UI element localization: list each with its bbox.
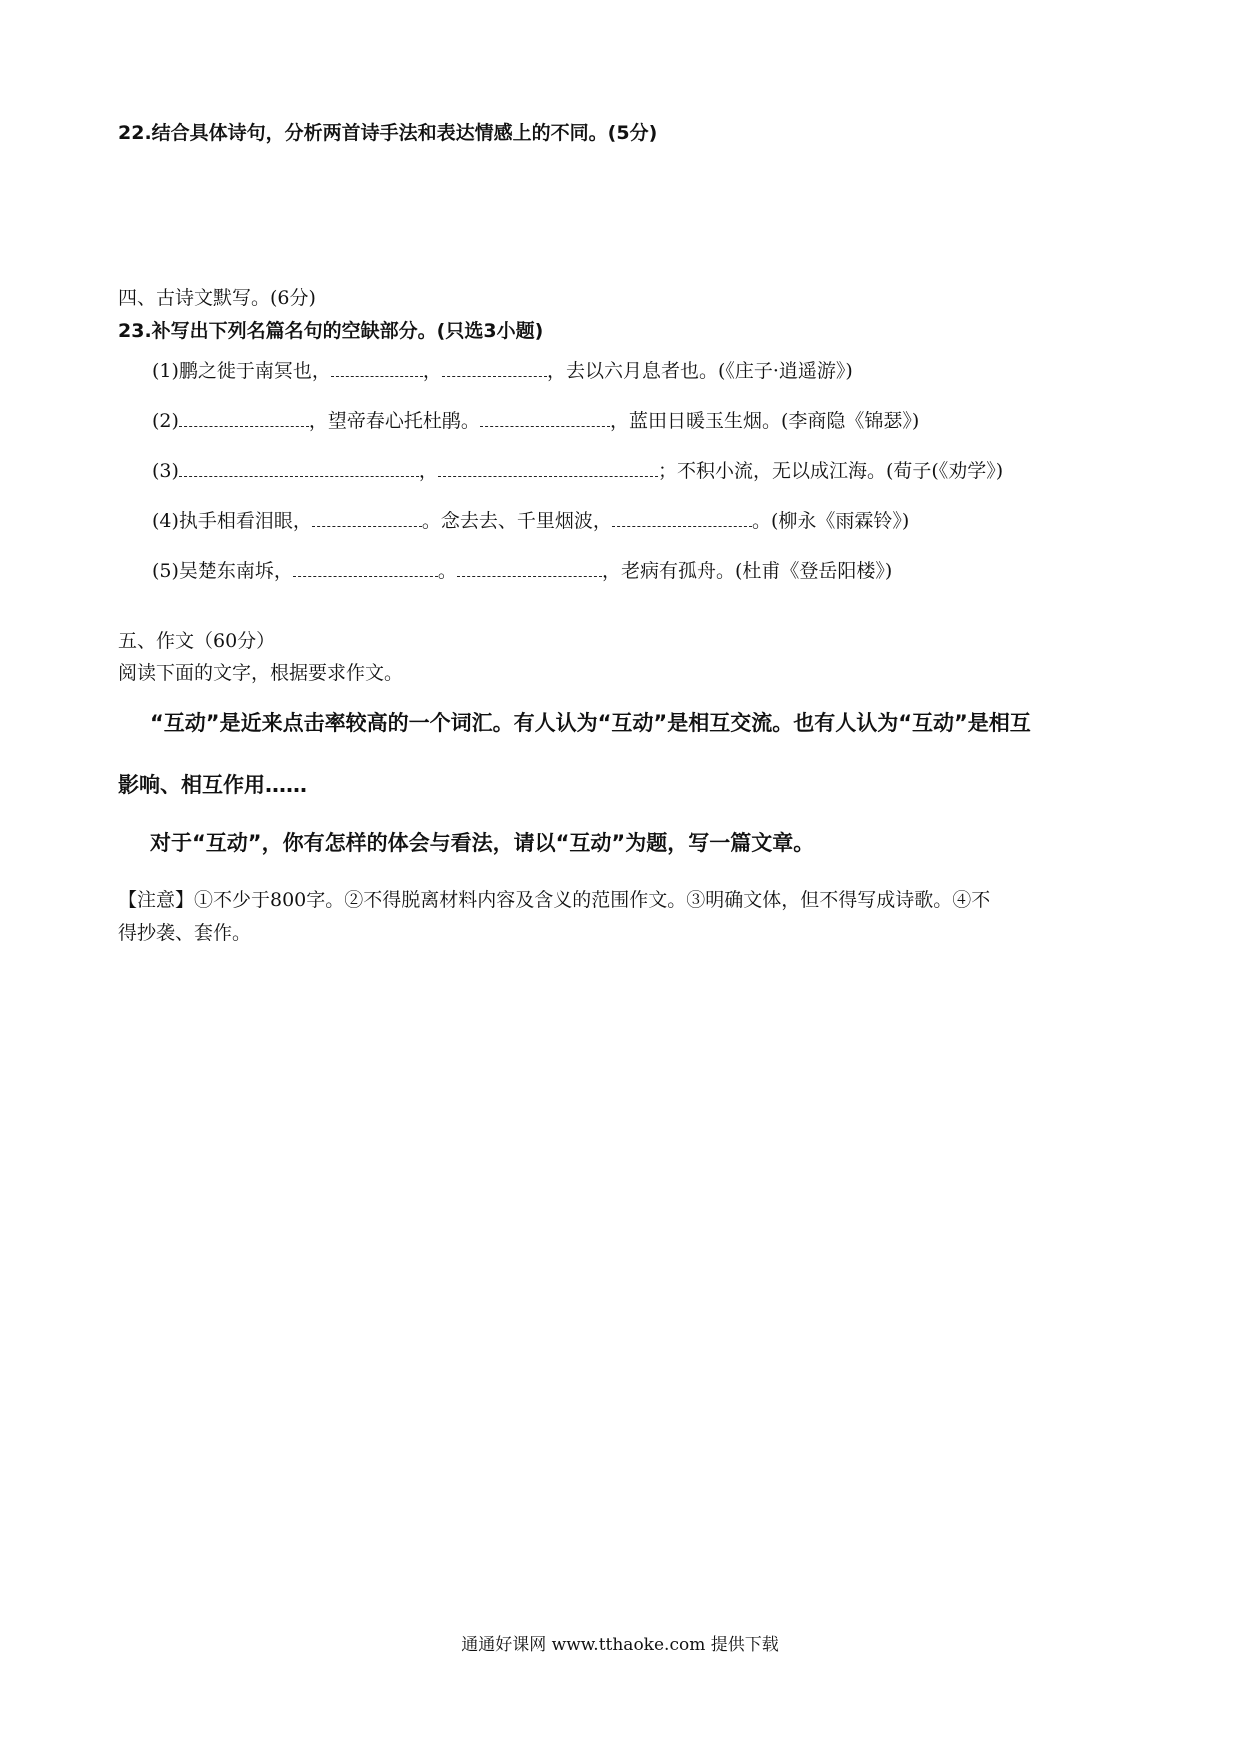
fill-item-text: (2): [152, 410, 179, 432]
answer-blank[interactable]: [331, 358, 423, 377]
answer-blank[interactable]: [179, 408, 309, 427]
fill-item-4: [152, 508, 909, 534]
page-footer: 通通好课网 www.tthaoke.com 提供下载: [461, 1635, 779, 1655]
fill-item-text: 。念去去、千里烟波，: [421, 510, 612, 532]
fill-item-text: 。: [437, 560, 457, 582]
fill-item-text: 。(柳永《雨霖铃》): [751, 510, 910, 532]
section-4-title: 四、古诗文默写。(6分): [118, 287, 316, 309]
answer-blank[interactable]: [438, 458, 658, 477]
fill-item-text: (3): [152, 460, 179, 482]
fill-item-text: (5)吴楚东南坼，: [152, 560, 293, 582]
fill-item-text: ，老病有孤舟。(杜甫《登岳阳楼》): [601, 560, 893, 582]
fill-item-3: [152, 458, 1003, 484]
essay-note-line-2: 得抄袭、套作。: [118, 922, 252, 944]
answer-blank[interactable]: [612, 508, 752, 527]
answer-blank[interactable]: [442, 358, 547, 377]
fill-item-text: ，: [422, 360, 442, 382]
question-23: 23.补写出下列名篇名句的空缺部分。(只选3小题): [118, 320, 544, 342]
fill-item-text: ，蓝田日暖玉生烟。(李商隐《锦瑟》): [609, 410, 920, 432]
answer-blank[interactable]: [457, 558, 602, 577]
fill-item-text: ；不积小流，无以成江海。(荀子(《劝学》): [657, 460, 1004, 482]
essay-prompt-line-2: 影响、相互作用……: [118, 773, 307, 797]
essay-prompt-task: 对于“互动”，你有怎样的体会与看法，请以“互动”为题，写一篇文章。: [150, 831, 815, 855]
essay-instruction: 阅读下面的文字，根据要求作文。: [118, 662, 404, 684]
fill-item-text: ，望帝春心托杜鹃。: [308, 410, 480, 432]
fill-item-5: [152, 558, 892, 584]
answer-blank[interactable]: [312, 508, 422, 527]
fill-item-2: [152, 408, 919, 434]
answer-blank[interactable]: [480, 408, 610, 427]
answer-blank[interactable]: [179, 458, 419, 477]
section-5-title: 五、作文（60分）: [118, 630, 276, 652]
question-22: 22.结合具体诗句，分析两首诗手法和表达情感上的不同。(5分): [118, 122, 658, 144]
answer-blank[interactable]: [293, 558, 438, 577]
fill-item-text: ，去以六月息者也。(《庄子·逍遥游》): [546, 360, 853, 382]
essay-prompt-line-1: “互动”是近来点击率较高的一个词汇。有人认为“互动”是相互交流。也有人认为“互动”是相互: [150, 711, 1031, 735]
fill-item-1: [152, 358, 853, 384]
fill-item-text: (1)鹏之徙于南冥也，: [152, 360, 331, 382]
fill-item-text: (4)执手相看泪眼，: [152, 510, 312, 532]
fill-item-text: ，: [418, 460, 438, 482]
essay-note-line-1: 【注意】①不少于800字。②不得脱离材料内容及含义的范围作文。③明确文体，但不得写成诗歌。④不: [118, 889, 991, 911]
